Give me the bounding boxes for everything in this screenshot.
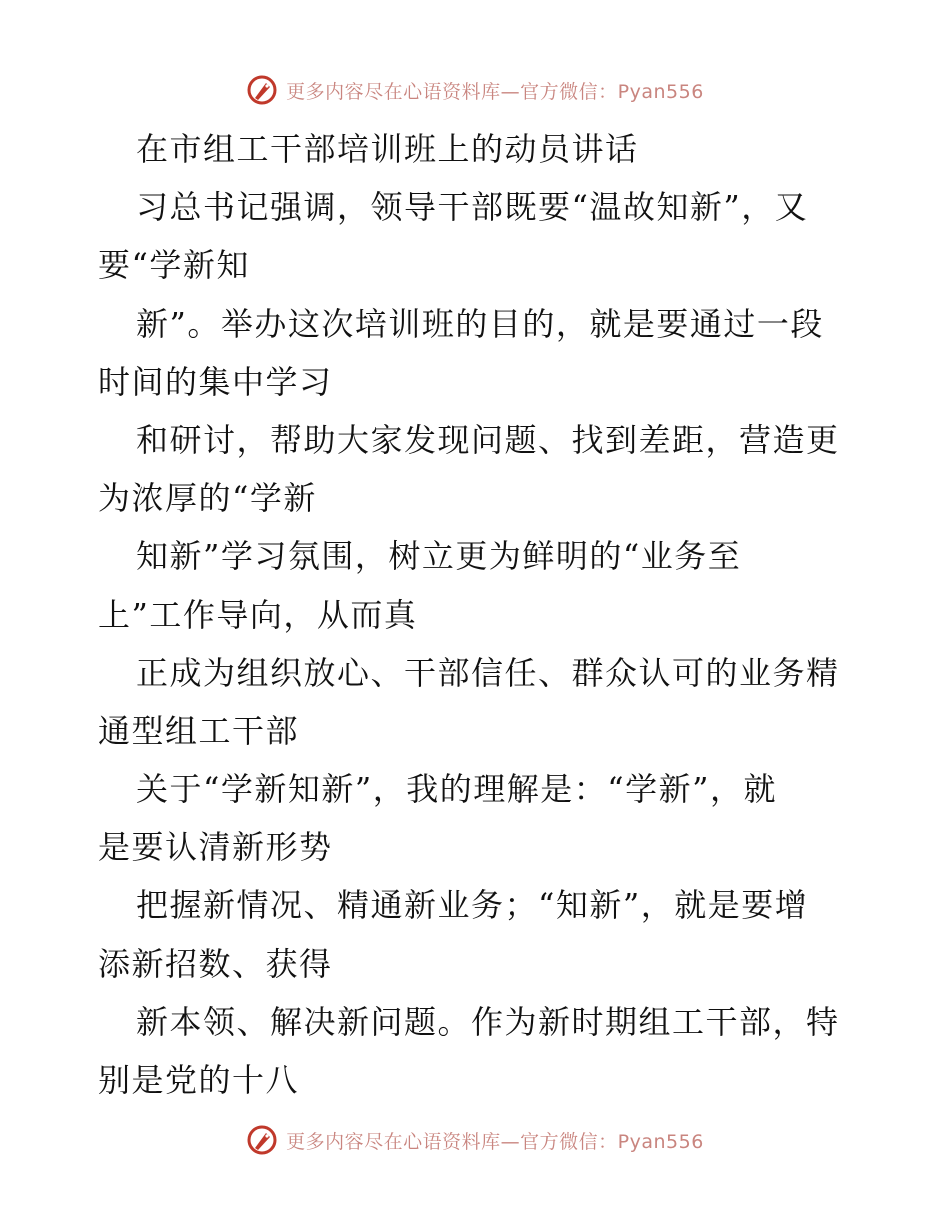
watermark-text: 更多内容尽在心语资料库—官方微信：Pyan556 [286,80,704,103]
paragraph-line: 关于“学新知新”，我的理解是：“学新”，就 [136,770,777,809]
document-body [98,120,858,1109]
paragraph-line: 别是党的十八 [98,1061,300,1099]
paragraph-line: 正成为组织放心、干部信任、群众认可的业务精 [136,653,840,692]
paragraph-line: 和研讨，帮助大家发现问题、找到差距，营造更 [136,420,840,459]
paragraph-line: 通型组工干部 [98,711,300,750]
paragraph-line: 添新招数、获得 [98,944,333,983]
document-title: 在市组工干部培训班上的动员讲话 [136,130,639,168]
pen-nib-logo-icon [246,1124,278,1156]
paragraph-line: 时间的集中学习 [98,362,333,401]
paragraph-line: 新本领、解决新问题。作为新时期组工干部，特 [136,1002,840,1041]
footer-watermark [0,1120,950,1160]
paragraph-line: 要“学新知 [98,246,250,285]
paragraph-line: 上”工作导向，从而真 [98,595,418,634]
paragraph-line: 知新”学习氛围，树立更为鲜明的“业务至 [136,537,742,576]
header-watermark [0,70,950,110]
watermark-text: 更多内容尽在心语资料库—官方微信：Pyan556 [286,1130,704,1153]
pen-nib-logo-icon [246,74,278,106]
paragraph-line: 习总书记强调，领导干部既要“温故知新”，又 [136,188,809,227]
paragraph-line: 为浓厚的“学新 [98,479,317,518]
paragraph-line: 把握新情况、精通新业务；“知新”，就是要增 [136,886,809,925]
paragraph-line: 是要认清新形势 [98,828,333,867]
paragraph-line: 新”。举办这次培训班的目的，就是要通过一段 [136,304,824,343]
